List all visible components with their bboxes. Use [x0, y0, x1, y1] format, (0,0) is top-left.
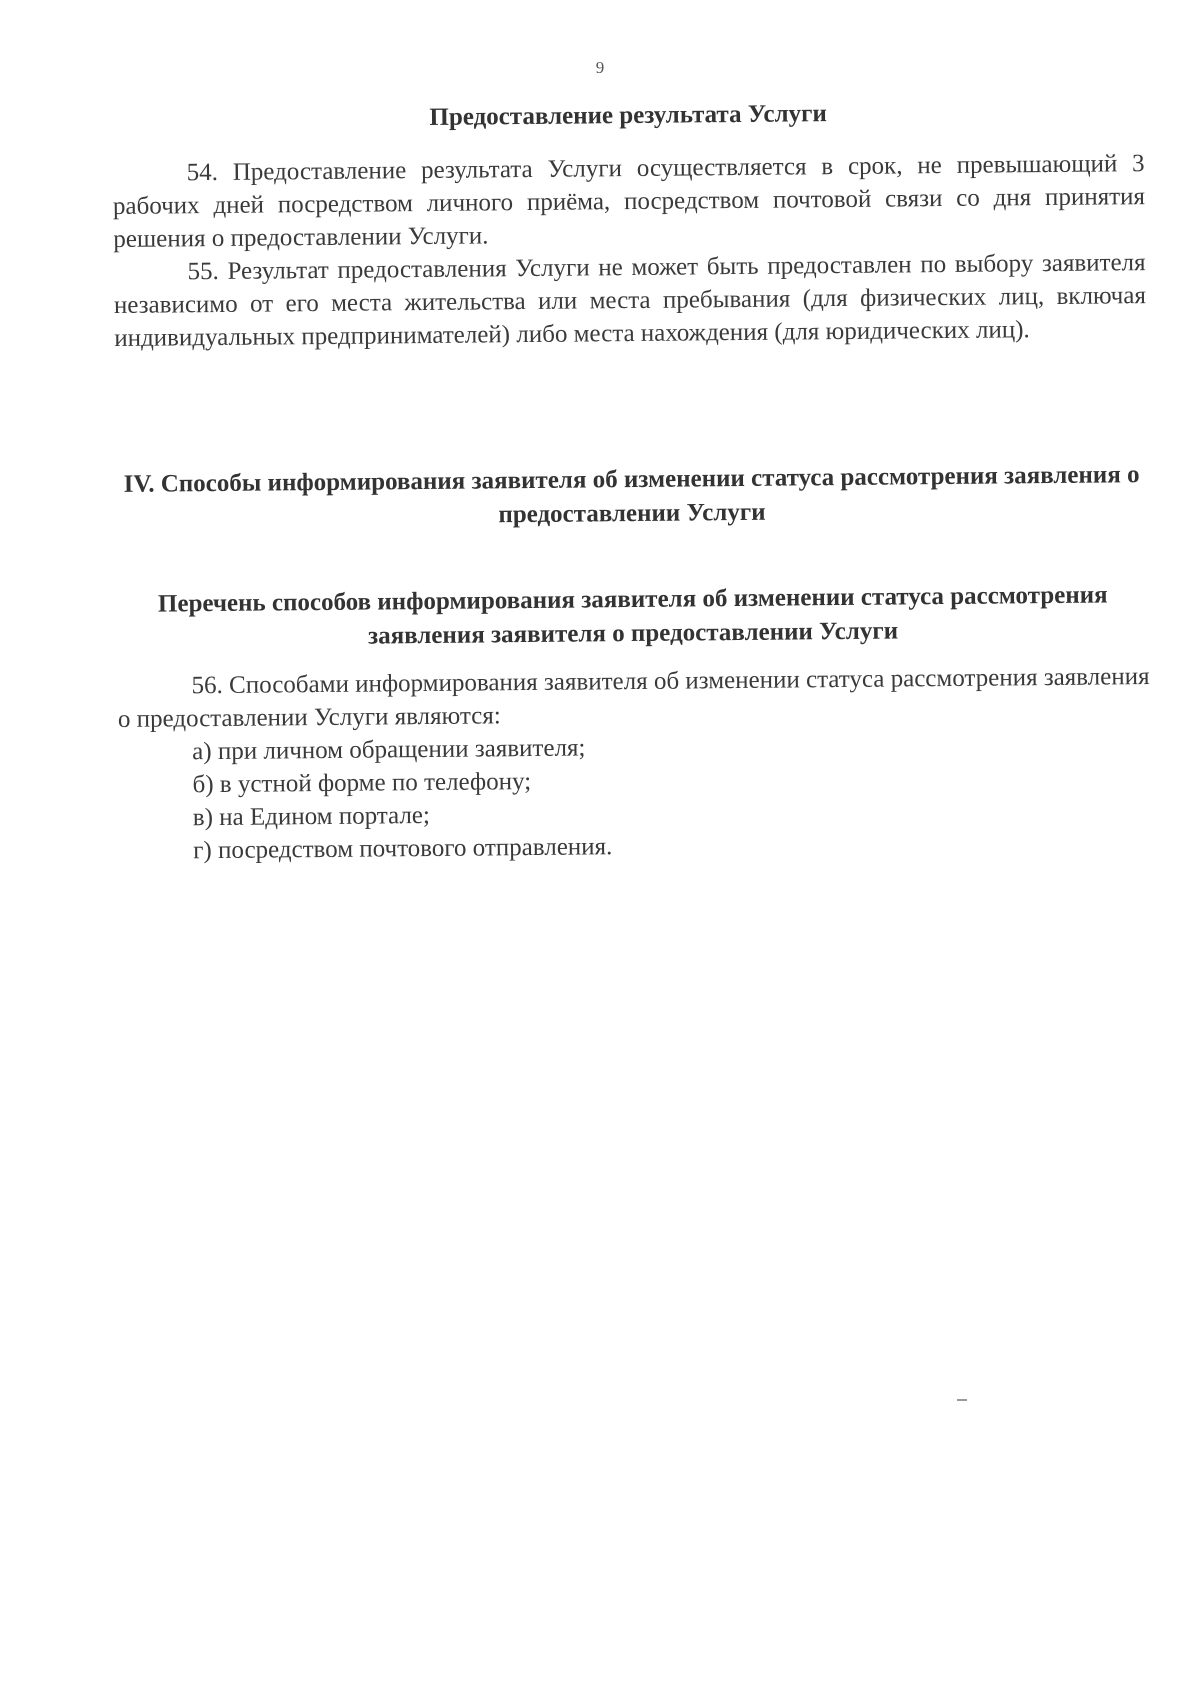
- page-number: 9: [595, 58, 605, 77]
- subsection-heading-methods: Перечень способов информирования заявителя об изменении статуса рассмотрения заявления заявителя о предоставлении Услуги: [157, 581, 1108, 650]
- list-item-b: б) в устной форме по телефону;: [192, 768, 532, 799]
- list-item-d: г) посредством почтового отправления.: [193, 833, 613, 865]
- section-heading-result: Предоставление результата Услуги: [429, 100, 827, 131]
- scan-speck: [957, 1399, 967, 1401]
- paragraph-55: 55. Результат предоставления Услуги не может быть предоставлен по выбору заявителя независимо от его места жительства или места пребывания (для физических лиц, включая индивидуальных предпринимателей) либо места нахождения (для юридических лиц).: [113, 249, 1147, 352]
- document-body: [112, 94, 1151, 868]
- list-item-c: в) на Едином портале;: [192, 801, 431, 832]
- list-item-a: а) при личном обращении заявителя;: [192, 734, 586, 766]
- section-title-iv: IV. Способы информирования заявителя об изменении статуса рассмотрения заявления о предоставлении Услуги: [123, 461, 1140, 529]
- paragraph-54: 54. Предоставление результата Услуги осуществляется в срок, не превышающий 3 рабочих дней посредством личного приёма, посредством почтовой связи со дня принятия решения о предоставлении Услуги.: [112, 150, 1146, 253]
- paragraph-56: 56. Способами информирования заявителя об изменении статуса рассмотрения заявления о предоставлении Услуги являются:: [117, 663, 1150, 733]
